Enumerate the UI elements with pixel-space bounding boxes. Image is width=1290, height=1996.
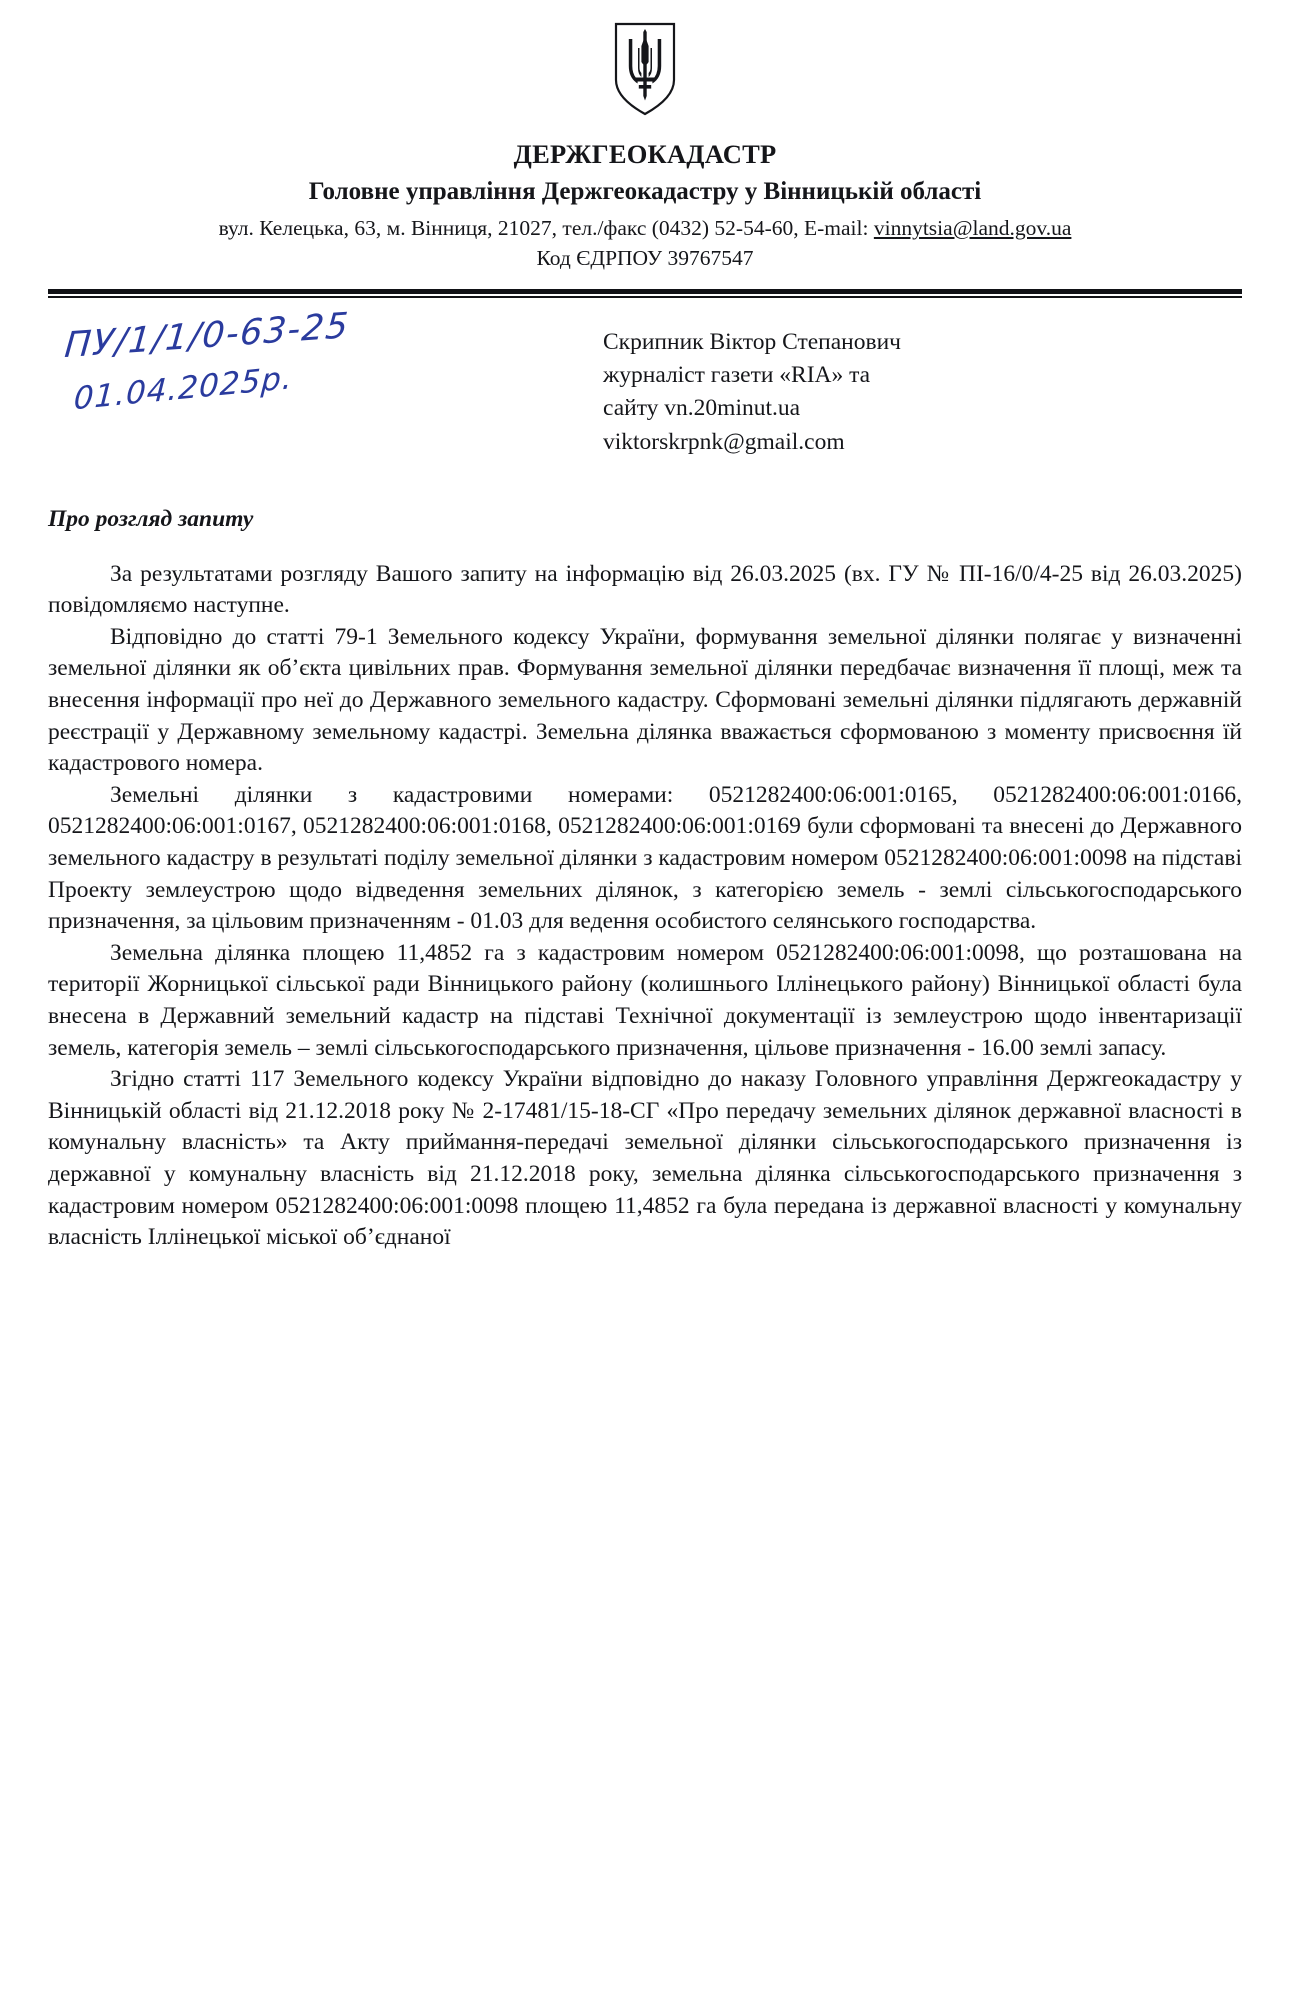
body-paragraph: Земельні ділянки з кадастровими номерами: 0521282400:06:001:0165, 0521282400:06:001:0166, 0521282400:06:001:0167, 0521282400:06:001:0168, 0521282400:06:001:0169 були сформовані та внесені до Державного земельного кадастру в результаті поділу земельної ділянки з кадастровим номером 0521282400:06:001:0098 на підставі Проекту землеустрою щодо відведення земельних ділянок, з категорією земель - землі сільськогосподарського призначення, за цільовим призначенням - 01.03 для ведення особистого селянського господарства.: [48, 781, 1242, 935]
registration-date: 01.04.2025р.: [72, 359, 294, 417]
organization-edrpou-code: Код ЄДРПОУ 39767547: [536, 245, 754, 270]
body-paragraph: Земельна ділянка площею 11,4852 га з кадастровим номером 0521282400:06:001:0098, що розташована на території Жорницької сільської ради Вінницького району (колишнього Іллінецького району) Вінницької області була внесена в Державний земельний кадастр на підставі Технічної документації із землеустрою щодо інвентаризації земель, категорія земель – землі сільськогосподарського призначення, цільове призначення - 16.00 землі запасу.: [48, 939, 1242, 1061]
letterhead: [0, 0, 1290, 272]
email-link[interactable]: vinnytsia@land.gov.ua: [873, 215, 1072, 240]
subject-line: Про розгляд запиту: [48, 505, 254, 532]
handwritten-registration-stamp: [62, 305, 354, 417]
header-divider: [48, 289, 1242, 298]
registration-and-addressee-band: [48, 298, 1242, 488]
body-paragraph: За результатами розгляду Вашого запиту на інформацію від 26.03.2025 (вх. ГУ № ПІ-16/0/4-25 від 26.03.2025) повідомляємо наступне.: [48, 560, 1242, 619]
organization-department: Головне управління Держгеокадастру у Вінницькій області: [308, 178, 982, 206]
organization-name: ДЕРЖГЕОКАДАСТР: [513, 139, 777, 169]
addressee-name: Скрипник Віктор Степанович: [603, 328, 901, 355]
registration-number: ПУ/1/1/0-63-25: [62, 305, 351, 366]
body-paragraph: Відповідно до статті 79-1 Земельного кодексу України, формування земельної ділянки полягає у визначенні земельної ділянки як об’єкта цивільних прав. Формування земельної ділянки передбачає визначення її площі, меж та внесення інформації про неї до Державного земельного кадастру. Сформовані земельні ділянки підлягають державній реєстрації у Державному земельному кадастрі. Земельна ділянка вважається сформованою з моменту присвоєння їй кадастрового номера.: [48, 623, 1242, 777]
body-paragraph: Згідно статті 117 Земельного кодексу України відповідно до наказу Головного управління Держгеокадастру у Вінницькій області від 21.12.2018 року № 2-17481/15-18-СГ «Про передачу земельних ділянок державної власності в комунальну власність» та Акту приймання-передачі земельної ділянки сільськогосподарського призначення із державної у комунальну власність від 21.12.2018 року, земельна ділянка сільськогосподарського призначення з кадастровим номером 0521282400:06:001:0098 площею 11,4852 га була передана із державної власності у комунальну власність Іллінецької міської об’єднаної: [48, 1066, 1242, 1251]
addressee-block: [603, 326, 901, 459]
letter-body: [48, 559, 1242, 1254]
addressee-site: сайту vn.20minut.ua: [603, 395, 801, 422]
ukrainian-trident-coat-of-arms-icon: [613, 22, 677, 116]
address-text: вул. Келецька, 63, м. Вінниця, 21027, тел./факс (0432) 52-54-60, E-mail:: [218, 215, 874, 240]
addressee-role: журналіст газети «RIA» та: [603, 362, 871, 388]
organization-address: [0, 215, 1290, 242]
addressee-email: viktorskrpnk@gmail.com: [603, 428, 845, 455]
